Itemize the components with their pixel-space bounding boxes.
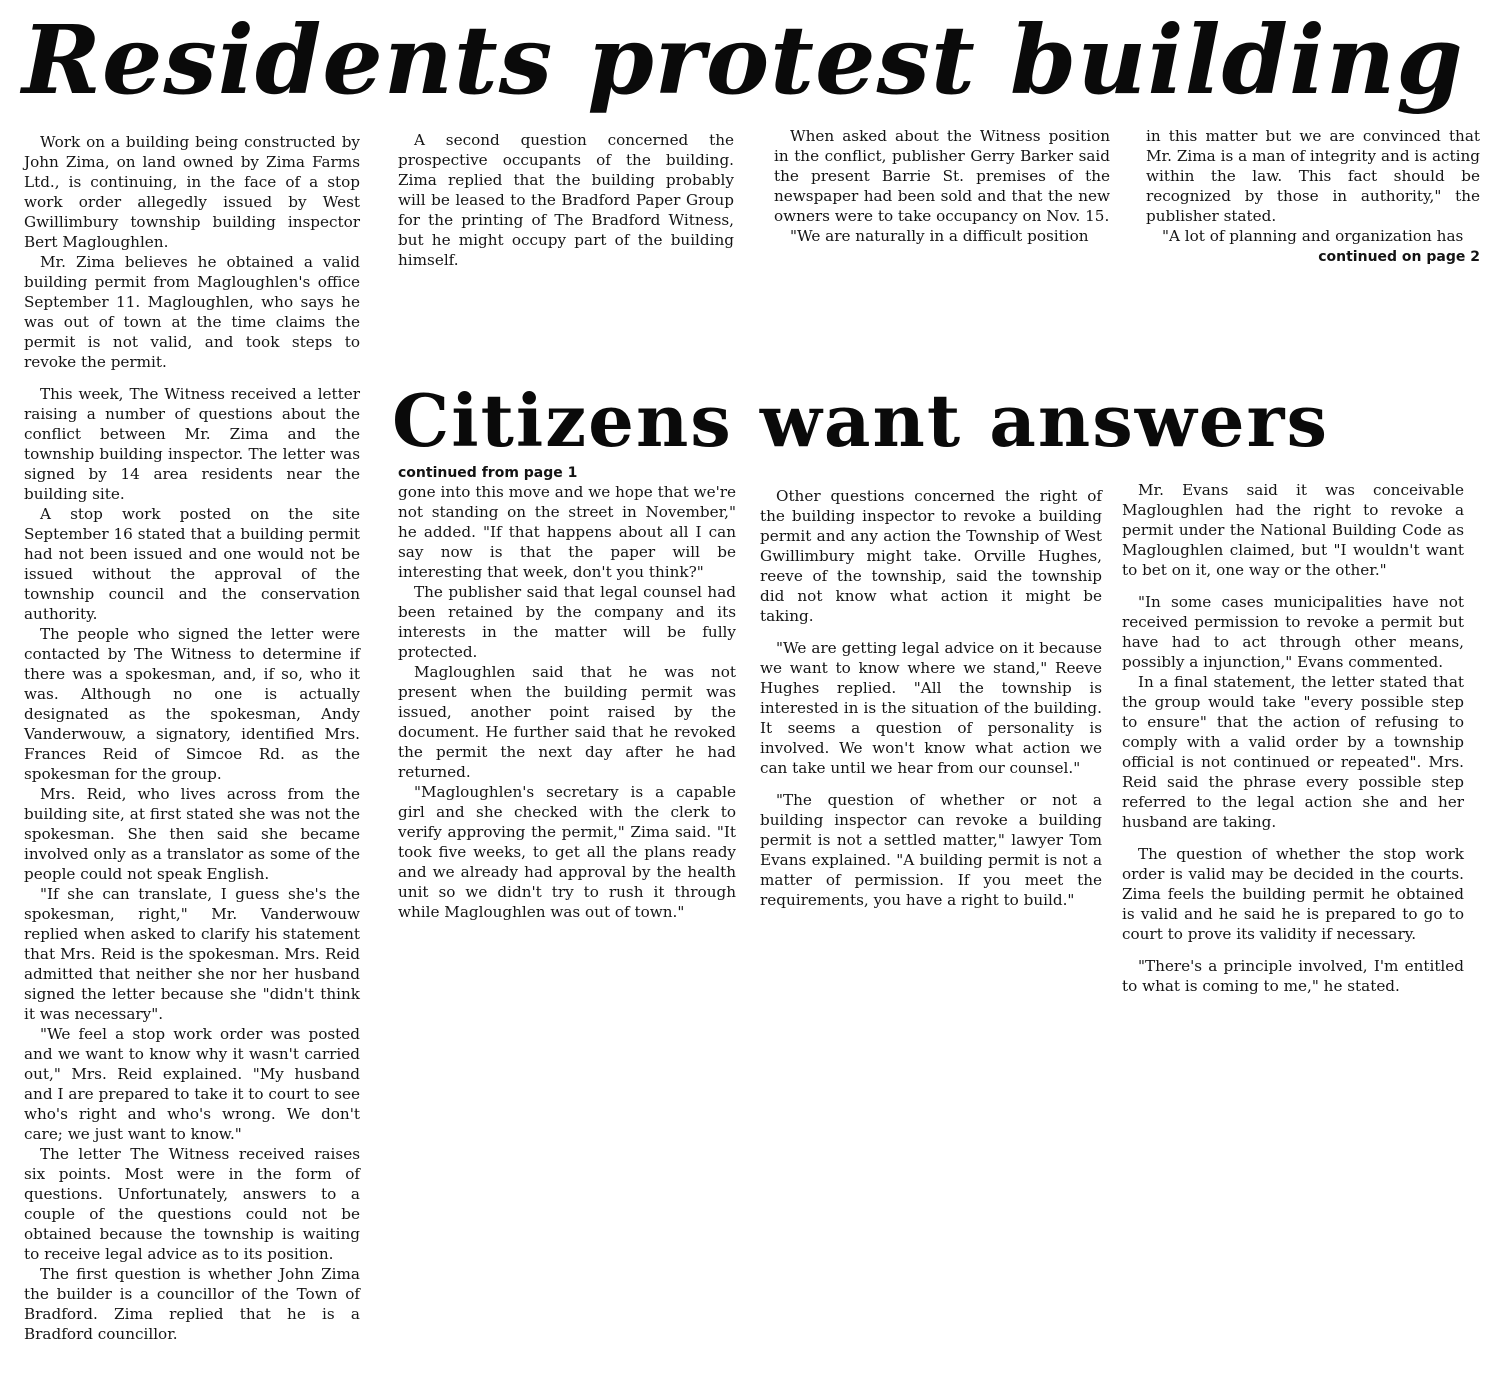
article2-column-3 [1122, 480, 1464, 996]
continued-on-note: continued on page 2 [1318, 249, 1480, 265]
paragraph: This week, The Witness received a letter raising a number of questions about the conflict between Mr. Zima and the township building inspector. The letter was signed by 14 area residents near the building site. [24, 385, 360, 503]
paragraph: "In some cases municipalities have not received permission to revoke a permit but have had to act through other means, possibly a injunction," Evans commented. [1122, 593, 1464, 671]
paragraph: "We are getting legal advice on it because we want to know where we stand," Reeve Hughes replied. "All the township is interested in is the situation of the building. It seems a question of personality is involved. We won't know what action we can take until we hear from our counsel." [760, 639, 1102, 777]
paragraph: The publisher said that legal counsel had been retained by the company and its interests in the matter will be fully protected. [398, 583, 736, 661]
headline-residents-protest-building: Residents protest building [22, 5, 1464, 116]
paragraph: A stop work posted on the site September 16 stated that a building permit had not been issued and one would not be issued without the approval of the township council and the conservation authority. [24, 505, 360, 623]
paragraph: "Magloughlen's secretary is a capable girl and she checked with the clerk to verify approving the permit," Zima said. "It took five weeks, to get all the plans ready and we already had approval by the health unit so we didn't try to rush it through while Magloughlen was out of town." [398, 783, 736, 921]
paragraph: Magloughlen said that he was not present when the building permit was issued, another point raised by the document. He further said that he revoked the permit the next day after he had returned. [398, 663, 736, 781]
article1-column-4 [1146, 126, 1480, 266]
paragraph: "We feel a stop work order was posted and we want to know why it wasn't carried out," Mrs. Reid explained. "My husband and I are prepared to take it to court to see who's right and who's wrong. We don't care; we just want to know." [24, 1025, 360, 1143]
paragraph: When asked about the Witness position in the conflict, publisher Gerry Barker said the present Barrie St. premises of the newspaper had been sold and that the new owners were to take occupancy on Nov. 15. [774, 127, 1110, 225]
paragraph: Mrs. Reid, who lives across from the building site, at first stated she was not the spokesman. She then said she became involved only as a translator as some of the people could not speak English. [24, 785, 360, 883]
paragraph: The letter The Witness received raises six points. Most were in the form of questions. Unfortunately, answers to a couple of the questions could not be obtained because the township is waiting to receive legal advice as to its position. [24, 1145, 360, 1263]
paragraph: Mr. Zima believes he obtained a valid building permit from Magloughlen's office September 11. Magloughlen, who says he was out of town at the time claims the permit is not valid, and took steps to revoke the permit. [24, 253, 360, 371]
paragraph: The people who signed the letter were contacted by The Witness to determine if there was a spokesman, and, if so, who it was. Although no one is actually designated as the spokesman, Andy Vanderwouw, a signatory, identified Mrs. Frances Reid of Simcoe Rd. as the spokesman for the group. [24, 625, 360, 783]
paragraph: In a final statement, the letter stated that the group would take "every possible step to ensure" that the action of refusing to comply with a valid order by a township official is not continued or repeated". Mrs. Reid said the phrase every possible step referred to the legal action she and her husband are taking. [1122, 673, 1464, 831]
paragraph: "We are naturally in a difficult position [790, 227, 1089, 245]
paragraph: "A lot of planning and organization has [1162, 227, 1464, 245]
paragraph: Mr. Evans said it was conceivable Magloughlen had the right to revoke a permit under the National Building Code as Magloughlen claimed, but "I wouldn't want to bet on it, one way or the other." [1122, 481, 1464, 579]
article1-column-3 [774, 126, 1110, 246]
paragraph: "The question of whether or not a building inspector can revoke a building permit is not a settled matter," lawyer Tom Evans explained. "A building permit is not a matter of permission. If you meet the requirements, you have a right to build." [760, 791, 1102, 909]
continued-from-note: continued from page 1 [398, 465, 578, 481]
article1-column-2 [398, 130, 734, 270]
paragraph: Work on a building being constructed by John Zima, on land owned by Zima Farms Ltd., is continuing, in the face of a stop work order allegedly issued by West Gwillimbury township building inspector Bert Magloughlen. [24, 133, 360, 251]
paragraph: gone into this move and we hope that we're not standing on the street in November," he added. "If that happens about all I can say now is that the paper will be interesting that week, don't you think?" [398, 483, 736, 581]
headline-citizens-want-answers: Citizens want answers [392, 378, 1330, 463]
paragraph: Other questions concerned the right of the building inspector to revoke a building permit and any action the Township of West Gwillimbury might take. Orville Hughes, reeve of the township, said the township did not know what action it might be taking. [760, 487, 1102, 625]
paragraph: The question of whether the stop work order is valid may be decided in the courts. Zima feels the building permit he obtained is valid and he said he is prepared to go to court to prove its validity if necessary. [1122, 845, 1464, 943]
article2-column-1 [398, 464, 736, 922]
paragraph: The first question is whether John Zima the builder is a councillor of the Town of Bradford. Zima replied that he is a Bradford councillor. [24, 1265, 360, 1343]
paragraph: "If she can translate, I guess she's the spokesman, right," Mr. Vanderwouw replied when asked to clarify his statement that Mrs. Reid is the spokesman. Mrs. Reid admitted that neither she nor her husband signed the letter because she "didn't think it was necessary". [24, 885, 360, 1023]
paragraph: A second question concerned the prospective occupants of the building. Zima replied that the building probably will be leased to the Bradford Paper Group for the printing of The Bradford Witness, but he might occupy part of the building himself. [398, 131, 734, 269]
paragraph: in this matter but we are convinced that Mr. Zima is a man of integrity and is acting within the law. This fact should be recognized by those in authority," the publisher stated. [1146, 127, 1480, 225]
paragraph: "There's a principle involved, I'm entitled to what is coming to me," he stated. [1122, 957, 1464, 995]
article1-column-1 [24, 132, 360, 1344]
article2-column-2 [760, 486, 1102, 910]
